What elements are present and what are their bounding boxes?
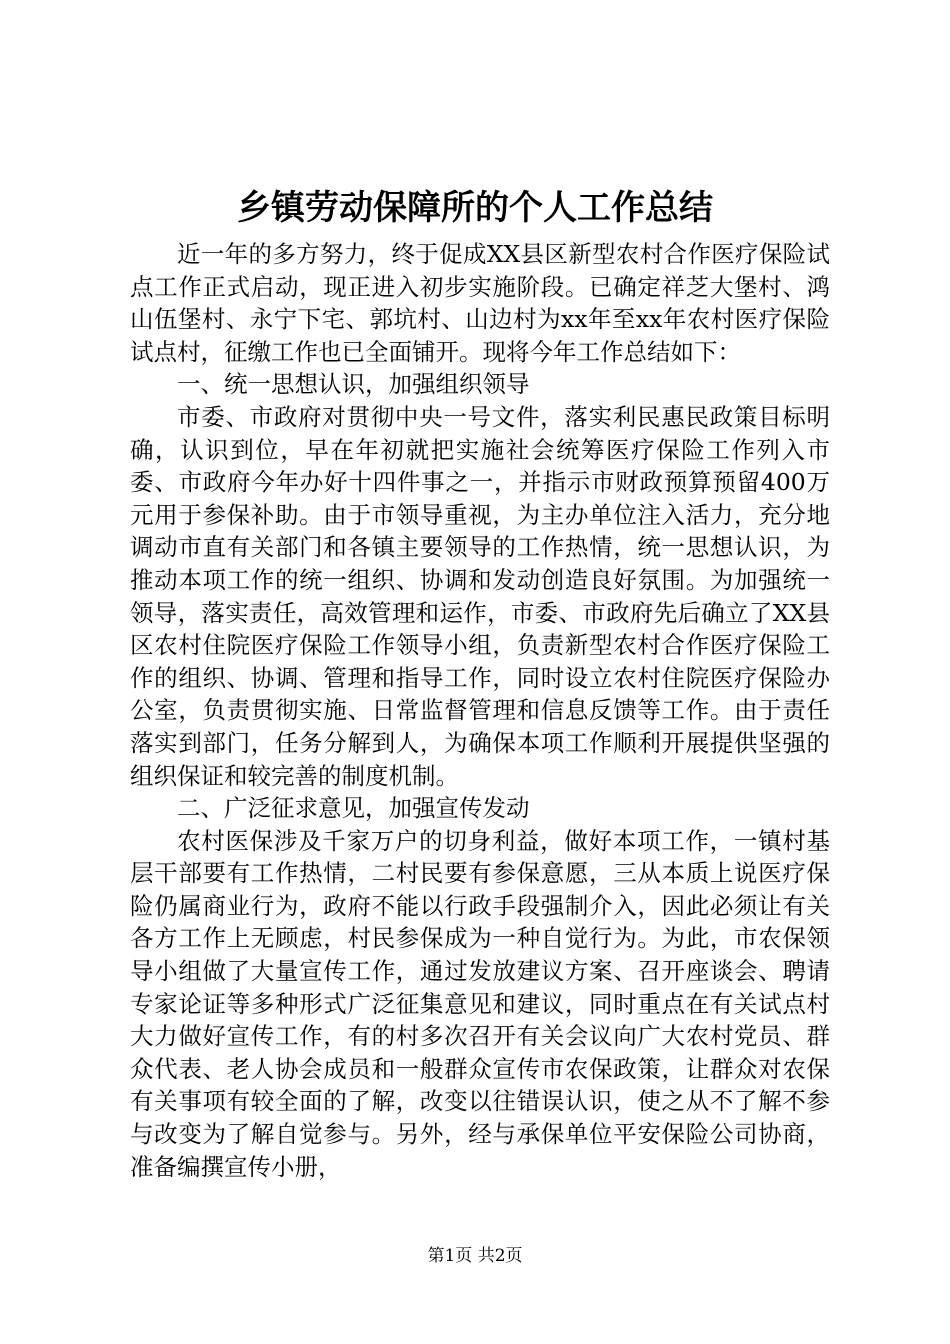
paragraph-section-1: 市委、市政府对贯彻中央一号文件，落实利民惠民政策目标明确，认识到位，早在年初就把实施社会统筹医疗保险工作列入市委、市政府今年办好十四件事之一，并指示市财政预算预留400万元用于参保补助。由于市领导重视，为主办单位注入活力，充分地调动市直有关部门和各镇主要领导的工作热情，统一思想认识，为推动本项工作的统一组织、协调和发动创造良好氛围。为加强统一领导，落实责任，高效管理和运作，市委、市政府先后确立了XX县区农村住院医疗保险工作领导小组，负责新型农村合作医疗保险工作的组织、协调、管理和指导工作，同时设立农村住院医疗保险办公室，负责贯彻实施、日常监督管理和信息反馈等工作。由于责任落实到部门，任务分解到人，为确保本项工作顺利开展提供坚强的组织保证和较完善的制度机制。 [130, 402, 830, 790]
document-body [130, 238, 830, 1183]
section-heading-2: 二、广泛征求意见，加强宣传发动 [177, 794, 530, 823]
document-title: 乡镇劳动保障所的个人工作总结 [237, 188, 713, 228]
page-number-footer: 第1页 共2页 [427, 1246, 523, 1266]
paragraph-section-2: 农村医保涉及千家万户的切身利益，做好本项工作，一镇村基层干部要有工作热情，二村民要有参保意愿，三从本质上说医疗保险仍属商业行为，政府不能以行政手段强制介入，因此必须让有关各方工作上无顾虑，村民参保成为一种自觉行为。为此，市农保领导小组做了大量宣传工作，通过发放建议方案、召开座谈会、聘请专家论证等多种形式广泛征集意见和建议，同时重点在有关试点村大力做好宣传工作，有的村多次召开有关会议向广大农村党员、群众代表、老人协会成员和一般群众宣传市农保政策，让群众对农保有关事项有较全面的了解，改变以往错误认识，使之从不了解不参与改变为了解自觉参与。另外，经与承保单位平安保险公司协商，准备编撰宣传小册， [130, 826, 830, 1181]
paragraph-intro: 近一年的多方努力，终于促成XX县区新型农村合作医疗保险试点工作正式启动，现正进入初步实施阶段。已确定祥芝大堡村、鸿山伍堡村、永宁下宅、郭坑村、山边村为xx年至xx年农村医疗保险试点村，征缴工作也已全面铺开。现将今年工作总结如下： [130, 240, 830, 366]
section-heading-1: 一、统一思想认识，加强组织领导 [177, 370, 530, 399]
